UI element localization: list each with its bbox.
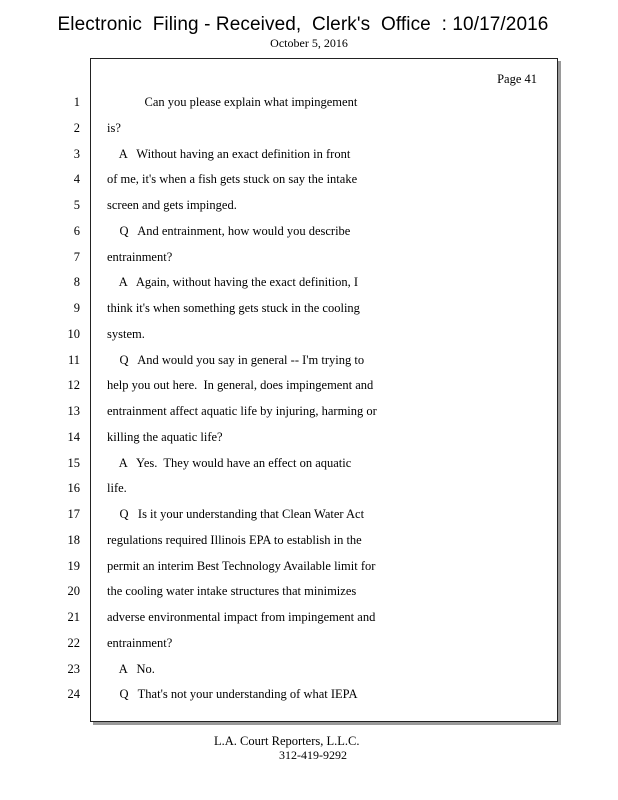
line-number: 9 bbox=[73, 301, 80, 315]
transcript-line: screen and gets impinged. bbox=[107, 198, 237, 212]
transcript-line: think it's when something gets stuck in the cooling bbox=[107, 301, 360, 315]
line-number: 17 bbox=[67, 507, 80, 521]
line-number: 5 bbox=[73, 198, 80, 212]
line-number: 23 bbox=[67, 662, 80, 676]
line-number: 8 bbox=[73, 275, 80, 289]
line-number: 7 bbox=[73, 250, 80, 264]
transcript-line: of me, it's when a fish gets stuck on say the intake bbox=[107, 172, 358, 186]
line-number: 14 bbox=[67, 430, 80, 444]
transcript-line: entrainment affect aquatic life by injuring, harming or bbox=[107, 404, 377, 418]
transcript-line: killing the aquatic life? bbox=[107, 430, 223, 444]
transcript-line: help you out here. In general, does impingement and bbox=[107, 378, 374, 392]
transcript-line: the cooling water intake structures that minimizes bbox=[107, 584, 357, 598]
transcript-line: entrainment? bbox=[107, 636, 173, 650]
line-number: 3 bbox=[73, 147, 80, 161]
line-number: 22 bbox=[67, 636, 80, 650]
transcript-line: A No. bbox=[107, 662, 155, 676]
deposition-date: October 5, 2016 bbox=[270, 36, 348, 50]
transcript-line: adverse environmental impact from impingement and bbox=[107, 610, 376, 624]
transcript-line: Q And entrainment, how would you describe bbox=[107, 224, 351, 238]
transcript-line: life. bbox=[107, 481, 127, 495]
page-number: Page 41 bbox=[497, 72, 537, 86]
line-number: 11 bbox=[67, 353, 80, 367]
line-number: 2 bbox=[73, 121, 80, 135]
filing-stamp: Electronic Filing - Received, Clerk's Office : 10/17/2016 bbox=[57, 14, 549, 35]
line-number: 12 bbox=[67, 378, 80, 392]
transcript-line: is? bbox=[107, 121, 121, 135]
line-number: 1 bbox=[73, 95, 80, 109]
transcript-line: Can you please explain what impingement bbox=[107, 95, 358, 109]
transcript-line: A Without having an exact definition in front bbox=[107, 147, 351, 161]
line-number: 4 bbox=[73, 172, 80, 186]
transcript-line: permit an interim Best Technology Available limit for bbox=[107, 559, 376, 573]
transcript-line: Q That's not your understanding of what IEPA bbox=[107, 687, 358, 701]
line-number: 18 bbox=[67, 533, 80, 547]
line-number: 6 bbox=[73, 224, 80, 238]
transcript-line: system. bbox=[107, 327, 145, 341]
court-reporter-phone: 312-419-9292 bbox=[279, 748, 347, 762]
court-reporter-name: L.A. Court Reporters, L.L.C. bbox=[214, 734, 360, 748]
line-number: 10 bbox=[67, 327, 80, 341]
line-number: 19 bbox=[67, 559, 80, 573]
transcript-line: A Again, without having the exact definition, I bbox=[107, 275, 359, 289]
line-number: 15 bbox=[67, 456, 80, 470]
line-number: 21 bbox=[67, 610, 80, 624]
line-number: 16 bbox=[67, 481, 80, 495]
transcript-line: entrainment? bbox=[107, 250, 173, 264]
transcript-line: Q Is it your understanding that Clean Water Act bbox=[107, 507, 365, 521]
line-number: 13 bbox=[67, 404, 80, 418]
transcript-line: regulations required Illinois EPA to establish in the bbox=[107, 533, 362, 547]
line-number: 24 bbox=[67, 687, 80, 701]
transcript-line: Q And would you say in general -- I'm trying to bbox=[107, 353, 365, 367]
line-number: 20 bbox=[67, 584, 80, 598]
transcript-line: A Yes. They would have an effect on aquatic bbox=[107, 456, 352, 470]
